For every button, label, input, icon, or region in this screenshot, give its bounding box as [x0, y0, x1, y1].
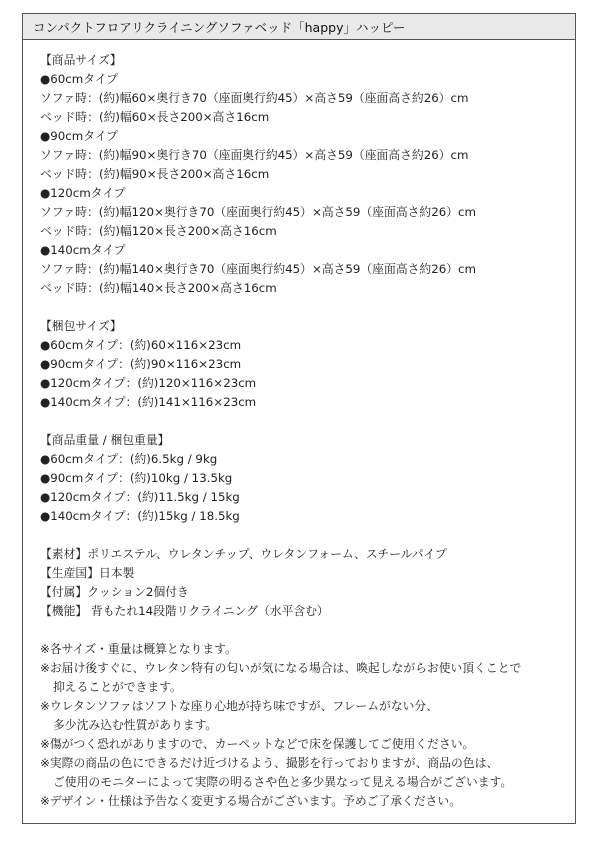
note-line: ※ウレタンソファはソフトな座り心地が持ち味ですが、フレームがない分、 [40, 699, 439, 713]
weight-line: ●90cmタイプ：(約)10kg / 13.5kg [40, 471, 233, 485]
weight-line: ●60cmタイプ：(約)6.5kg / 9kg [40, 452, 218, 466]
product-spec-panel [22, 13, 576, 824]
size-line: ベッド時：(約)幅90×長さ200×高さ16cm [40, 167, 270, 181]
note-line: ※各サイズ・重量は概算となります。 [40, 642, 237, 656]
weight-heading: 【商品重量 / 梱包重量】 [40, 433, 170, 447]
note-line: ご使用のモニターによって実際の明るさや色と多少異なって見える場合がございます。 [53, 775, 513, 789]
size-line: ソファ時：(約)幅60×奥行き70（座面奥行約45）×高さ59（座面高さ約26）cm [40, 91, 469, 105]
origin-line: 【生産国】日本製 [40, 566, 135, 580]
spacer [40, 412, 575, 431]
material-line: 【素材】ポリエステル、ウレタンチップ、ウレタンフォーム、スチールパイプ [40, 547, 447, 561]
size-line: ベッド時：(約)幅60×長さ200×高さ16cm [40, 110, 270, 124]
spacer [40, 526, 575, 545]
spacer [40, 298, 575, 317]
spec-content [23, 40, 575, 811]
function-line: 【機能】 背もたれ14段階リクライニング（水平含む） [40, 604, 329, 618]
package-line: ●140cmタイプ：(約)141×116×23cm [40, 395, 257, 409]
package-line: ●60cmタイプ：(約)60×116×23cm [40, 338, 242, 352]
note-line: ※お届け後すぐに、ウレタン特有の匂いが気になる場合は、喚起しながらお使い頂くことで [40, 661, 522, 675]
size-line: ●60cmタイプ [40, 72, 119, 86]
note-line: ※傷がつく恐れがありますので、カーペットなどで床を保護してご使用ください。 [40, 737, 475, 751]
size-line: ●140cmタイプ [40, 243, 126, 257]
size-line: ベッド時：(約)幅120×長さ200×高さ16cm [40, 224, 277, 238]
size-heading: 【商品サイズ】 [40, 53, 122, 67]
package-line: ●90cmタイプ：(約)90×116×23cm [40, 357, 242, 371]
size-line: ソファ時：(約)幅140×奥行き70（座面奥行約45）×高さ59（座面高さ約26）cm [40, 262, 476, 276]
accessory-line: 【付属】クッション2個付き [40, 585, 189, 599]
note-line: ※デザイン・仕様は予告なく変更する場合がございます。予めご了承ください。 [40, 794, 462, 808]
package-line: ●120cmタイプ：(約)120×116×23cm [40, 376, 257, 390]
size-line: ベッド時：(約)幅140×長さ200×高さ16cm [40, 281, 277, 295]
size-line: ●90cmタイプ [40, 129, 119, 143]
weight-line: ●120cmタイプ：(約)11.5kg / 15kg [40, 490, 240, 504]
note-line: 抑えることができます。 [53, 680, 182, 694]
package-heading: 【梱包サイズ】 [40, 319, 122, 333]
note-line: 多少沈み込む性質があります。 [53, 718, 218, 732]
weight-line: ●140cmタイプ：(約)15kg / 18.5kg [40, 509, 240, 523]
spacer [40, 621, 575, 640]
note-line: ※実際の商品の色にできるだけ近づけるよう、撮影を行っておりますが、商品の色は、 [40, 756, 499, 770]
size-line: ●120cmタイプ [40, 186, 126, 200]
size-line: ソファ時：(約)幅90×奥行き70（座面奥行約45）×高さ59（座面高さ約26）cm [40, 148, 469, 162]
product-title: コンパクトフロアリクライニングソファベッド「happy」ハッピー [33, 19, 406, 35]
size-line: ソファ時：(約)幅120×奥行き70（座面奥行約45）×高さ59（座面高さ約26）cm [40, 205, 476, 219]
product-title-bar [23, 14, 575, 40]
